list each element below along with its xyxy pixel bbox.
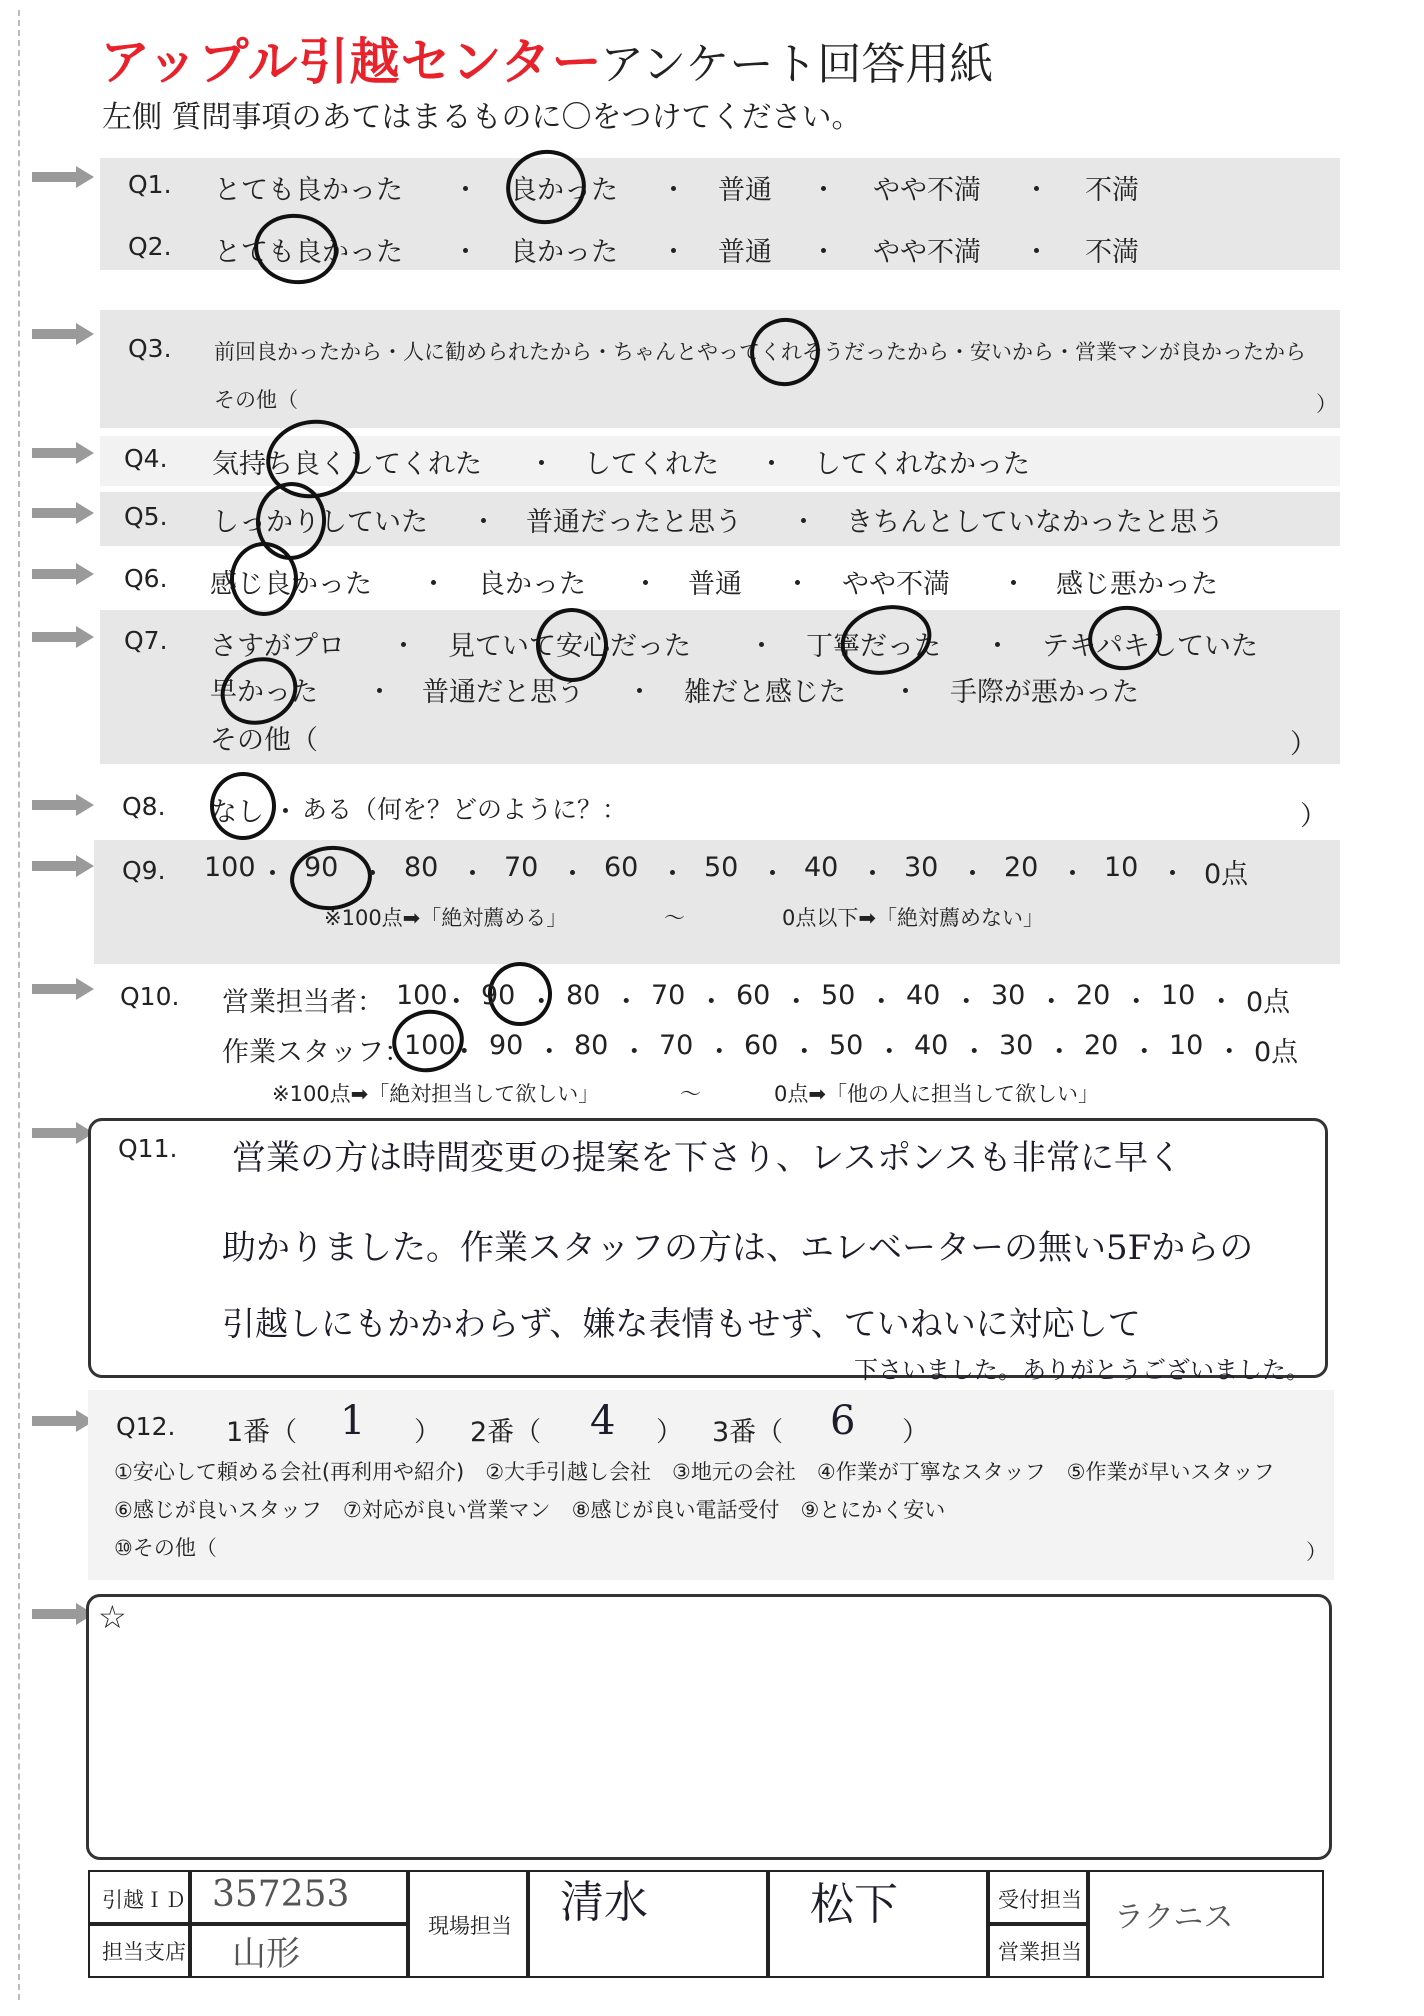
q1-option[interactable]: 普通 [718,175,772,206]
q7-option[interactable]: 見ていて安心だった [448,631,691,662]
q10-staff-option[interactable]: 30 [999,1030,1034,1061]
reception-label-cell [986,1870,1090,1926]
q6-option[interactable]: 感じ悪かった [1056,569,1218,600]
q9-scale-option[interactable]: 40 [804,852,839,883]
q7-option[interactable]: 丁寧だった [806,631,941,662]
star-icon: ☆ [98,1598,127,1636]
q10-sales-option[interactable]: 40 [906,980,941,1011]
scale-separator: ・ [659,859,686,890]
q7-option[interactable]: テキパキしていた [1042,631,1258,662]
q4-option[interactable]: 気持ち良くしてくれた [212,449,482,480]
move-id-value: 357253 [212,1874,350,1915]
move-id-label: 引越ＩＤ [102,1888,186,1912]
q10-sales-option[interactable]: 100 [396,980,448,1011]
form-title: アンケート回答用紙 [600,39,994,90]
site-label-cell [406,1870,530,1978]
q6-label: Q6. [124,564,168,593]
reception-value: ラクニス [1114,1900,1234,1935]
q7-option[interactable]: さすがプロ [210,631,345,662]
scale-separator: ・ [612,987,640,1018]
free-comment-box[interactable] [86,1594,1332,1860]
arrow-icon [32,855,94,877]
q10-sales-option[interactable]: 80 [566,980,601,1011]
reception-label: 受付担当 [998,1888,1082,1912]
q12-close: ） [414,1417,441,1448]
q10-staff-option[interactable]: 40 [914,1030,949,1061]
q2-option[interactable]: やや不満 [873,237,981,268]
q10-sales-option[interactable]: 10 [1161,980,1196,1011]
scale-separator: ・ [527,987,555,1018]
q6-option[interactable]: 普通 [688,569,742,600]
q11-handwriting-line: 営業の方は時間変更の提案を下さり、レスポンスも非常に早く [232,1138,1182,1178]
q10-label: Q10. [120,982,180,1011]
q9-scale-option[interactable]: 100 [204,852,256,883]
q10-staff-option[interactable]: 0点 [1254,1037,1299,1068]
scale-separator: ・ [790,1037,818,1068]
q6-option[interactable]: 良かった [478,569,586,600]
q12-first-label: 1番（ [226,1417,298,1448]
q9-scale-option[interactable]: 0点 [1204,859,1249,890]
q7-option[interactable]: 手際が悪かった [950,677,1139,708]
q8-option-some[interactable]: ある（何を？どのように？： [302,795,628,824]
q12-close: ） [902,1417,929,1448]
q11-handwriting-line: 下さいました。ありがとうございました。 [854,1356,1310,1384]
q3-label: Q3. [128,334,172,363]
q3-other[interactable]: その他（ [214,388,298,412]
branch-value: 山形 [232,1934,300,1974]
q2-option[interactable]: 良かった [510,237,618,268]
arrow-icon [32,323,94,345]
q9-scale-option[interactable]: 60 [604,852,639,883]
binding-line [18,10,22,2000]
q10-staff-option[interactable]: 60 [744,1030,779,1061]
scale-separator: ・ [359,859,386,890]
q2-label: Q2. [128,232,172,261]
q12-third-label: 3番（ [712,1417,784,1448]
scale-separator: ・ [705,1037,733,1068]
q9-scale-option[interactable]: 80 [404,852,439,883]
scale-separator: ・ [960,1037,988,1068]
q9-scale-option[interactable]: 20 [1004,852,1039,883]
q11-handwriting-line: 引越しにもかかわらず、嫌な表情もせず、ていねいに対応して [222,1304,1141,1343]
q7-label: Q7. [124,626,168,655]
q5-option[interactable]: しっかりしていた [212,507,428,538]
q7-option[interactable]: 早かった [210,677,318,708]
q12-first-value[interactable]: 1 [340,1398,366,1444]
q4-label: Q4. [124,444,168,473]
q12-choices-line[interactable]: ⑩その他（ [114,1536,217,1560]
arrow-icon [32,1410,94,1432]
scale-separator: ・ [450,1037,478,1068]
q9-scale-option[interactable]: 30 [904,852,939,883]
q1-option[interactable]: 良かった [510,175,618,206]
site-staff-cell [766,1870,990,1978]
q10-staff-label: 作業スタッフ： [222,1037,411,1068]
q10-sales-option[interactable]: 0点 [1246,987,1291,1018]
move-id-cell [188,1870,410,1926]
q9-scale-option[interactable]: 70 [504,852,539,883]
q10-staff-option[interactable]: 100 [404,1030,456,1061]
scale-separator: ・ [1215,1037,1243,1068]
q7-close: ） [1290,729,1317,760]
q12-second-label: 2番（ [470,1417,542,1448]
q7-other[interactable]: その他（ [210,725,318,756]
scale-separator: ・ [952,987,980,1018]
q2-option[interactable]: 不満 [1085,237,1139,268]
q12-close: ） [656,1417,683,1448]
q10-staff-option[interactable]: 70 [659,1030,694,1061]
q10-staff-option[interactable]: 20 [1084,1030,1119,1061]
q7-option[interactable]: 普通だと思う [422,677,584,708]
q9-scale-option[interactable]: 10 [1104,852,1139,883]
q9-scale-option[interactable]: 90 [304,852,339,883]
arrow-icon [32,442,94,464]
q9-note-left: ※100点➡「絶対薦める」 [324,906,568,930]
scale-separator: ・ [959,859,986,890]
q1-option[interactable]: 不満 [1085,175,1139,206]
q10-staff-option[interactable]: 80 [574,1030,609,1061]
arrow-icon [32,978,94,1000]
instruction: 左側 質問事項のあてはまるものに〇をつけてください。 [102,100,862,135]
q11-label: Q11. [118,1134,178,1163]
q10-note-right: 0点➡「他の人に担当して欲しい」 [774,1082,1099,1106]
q1-option[interactable]: とても良かった [214,175,403,206]
scale-separator: ・ [535,1037,563,1068]
q10-staff-option[interactable]: 50 [829,1030,864,1061]
q9-label: Q9. [122,856,166,885]
site-staff-1: 清水 [560,1877,648,1928]
q10-staff-option[interactable]: 90 [489,1030,524,1061]
q9-scale-option[interactable]: 50 [704,852,739,883]
q12-choices-line: ⑥感じが良いスタッフ ⑦対応が良い営業マン ⑧感じが良い電話受付 ⑨とにかく安い [114,1498,946,1522]
reception-cell [1086,1870,1324,1978]
q8-option-none[interactable]: なし [210,797,264,828]
q12-choices-line: ①安心して頼める会社(再利用や紹介) ②大手引越し会社 ③地元の会社 ④作業が丁寧なスタッフ ⑤作業が早いスタッフ [114,1460,1275,1484]
q10-sales-option[interactable]: 90 [481,980,516,1011]
scale-separator: ・ [859,859,886,890]
q12-third-value[interactable]: 6 [830,1398,856,1444]
q10-tilde: 〜 [680,1082,701,1106]
q10-staff-option[interactable]: 10 [1169,1030,1204,1061]
arrow-icon [32,1603,94,1625]
q4-option[interactable]: してくれなかった [814,449,1030,480]
scale-separator: ・ [1037,987,1065,1018]
q6-option[interactable]: 感じ良かった [210,569,372,600]
q10-sales-option[interactable]: 20 [1076,980,1111,1011]
q8-label: Q8. [122,792,166,821]
scale-separator: ・ [1059,859,1086,890]
scale-separator: ・ [1207,987,1235,1018]
scale-separator: ・ [442,987,470,1018]
q1-option[interactable]: やや不満 [873,175,981,206]
q3-close: ） [1316,392,1337,416]
q6-option[interactable]: やや不満 [842,569,950,600]
scale-separator: ・ [759,859,786,890]
q9-tilde: 〜 [664,906,685,930]
scale-separator: ・ [1159,859,1186,890]
q2-option[interactable]: 普通 [718,237,772,268]
scale-separator: ・ [559,859,586,890]
arrow-icon [32,502,94,524]
branch-cell [188,1922,410,1978]
branch-label-cell [88,1922,192,1978]
branch-label: 担当支店 [102,1940,186,1964]
answer-circle [210,772,276,840]
move-id-label-cell [88,1870,192,1926]
q7-option[interactable]: 雑だと感じた [684,677,846,708]
q10-sales-option[interactable]: 50 [821,980,856,1011]
scale-separator: ・ [1122,987,1150,1018]
q10-sales-option[interactable]: 70 [651,980,686,1011]
q10-sales-label: 営業担当者： [222,987,384,1018]
q1-label: Q1. [128,170,172,199]
scale-separator: ・ [620,1037,648,1068]
q2-option[interactable]: とても良かった [214,237,403,268]
brand-title: アップル引越センター [100,33,603,91]
q12-label: Q12. [116,1412,176,1441]
q10-note-left: ※100点➡「絶対担当して欲しい」 [272,1082,600,1106]
arrow-icon [32,563,94,585]
arrow-icon [32,1122,94,1144]
site-staff-cell [526,1870,770,1978]
scale-separator: ・ [782,987,810,1018]
answer-circle [230,542,298,616]
q12-close2: ） [1306,1540,1327,1564]
q10-sales-option[interactable]: 60 [736,980,771,1011]
q5-label: Q5. [124,502,168,531]
scale-separator: ・ [697,987,725,1018]
q4-option[interactable]: してくれた [584,449,719,480]
arrow-icon [32,626,94,648]
q5-option[interactable]: 普通だったと思う [526,507,742,538]
q8-close: ） [1300,801,1327,832]
scale-separator: ・ [875,1037,903,1068]
sales-label: 営業担当 [998,1940,1082,1964]
scale-separator: ・ [459,859,486,890]
q9-note-right: 0点以下➡「絶対薦めない」 [782,906,1044,930]
arrow-icon [32,166,94,188]
scale-separator: ・ [1130,1037,1158,1068]
site-label: 現場担当 [428,1914,512,1938]
sales-label-cell [986,1922,1090,1978]
scale-separator: ・ [867,987,895,1018]
q5-option[interactable]: きちんとしていなかったと思う [846,507,1224,538]
scale-separator: ・ [259,859,286,890]
site-staff-2: 松下 [810,1879,898,1930]
q11-handwriting-line: 助かりました。作業スタッフの方は、エレベーターの無い5Fからの [222,1228,1254,1268]
q3-options[interactable]: 前回良かったから・人に勧められたから・ちゃんとやってくれそうだったから・安いから・営業マンが良かったから [214,340,1306,364]
arrow-icon [32,794,94,816]
q10-sales-option[interactable]: 30 [991,980,1026,1011]
q12-second-value[interactable]: 4 [590,1398,616,1444]
scale-separator: ・ [1045,1037,1073,1068]
